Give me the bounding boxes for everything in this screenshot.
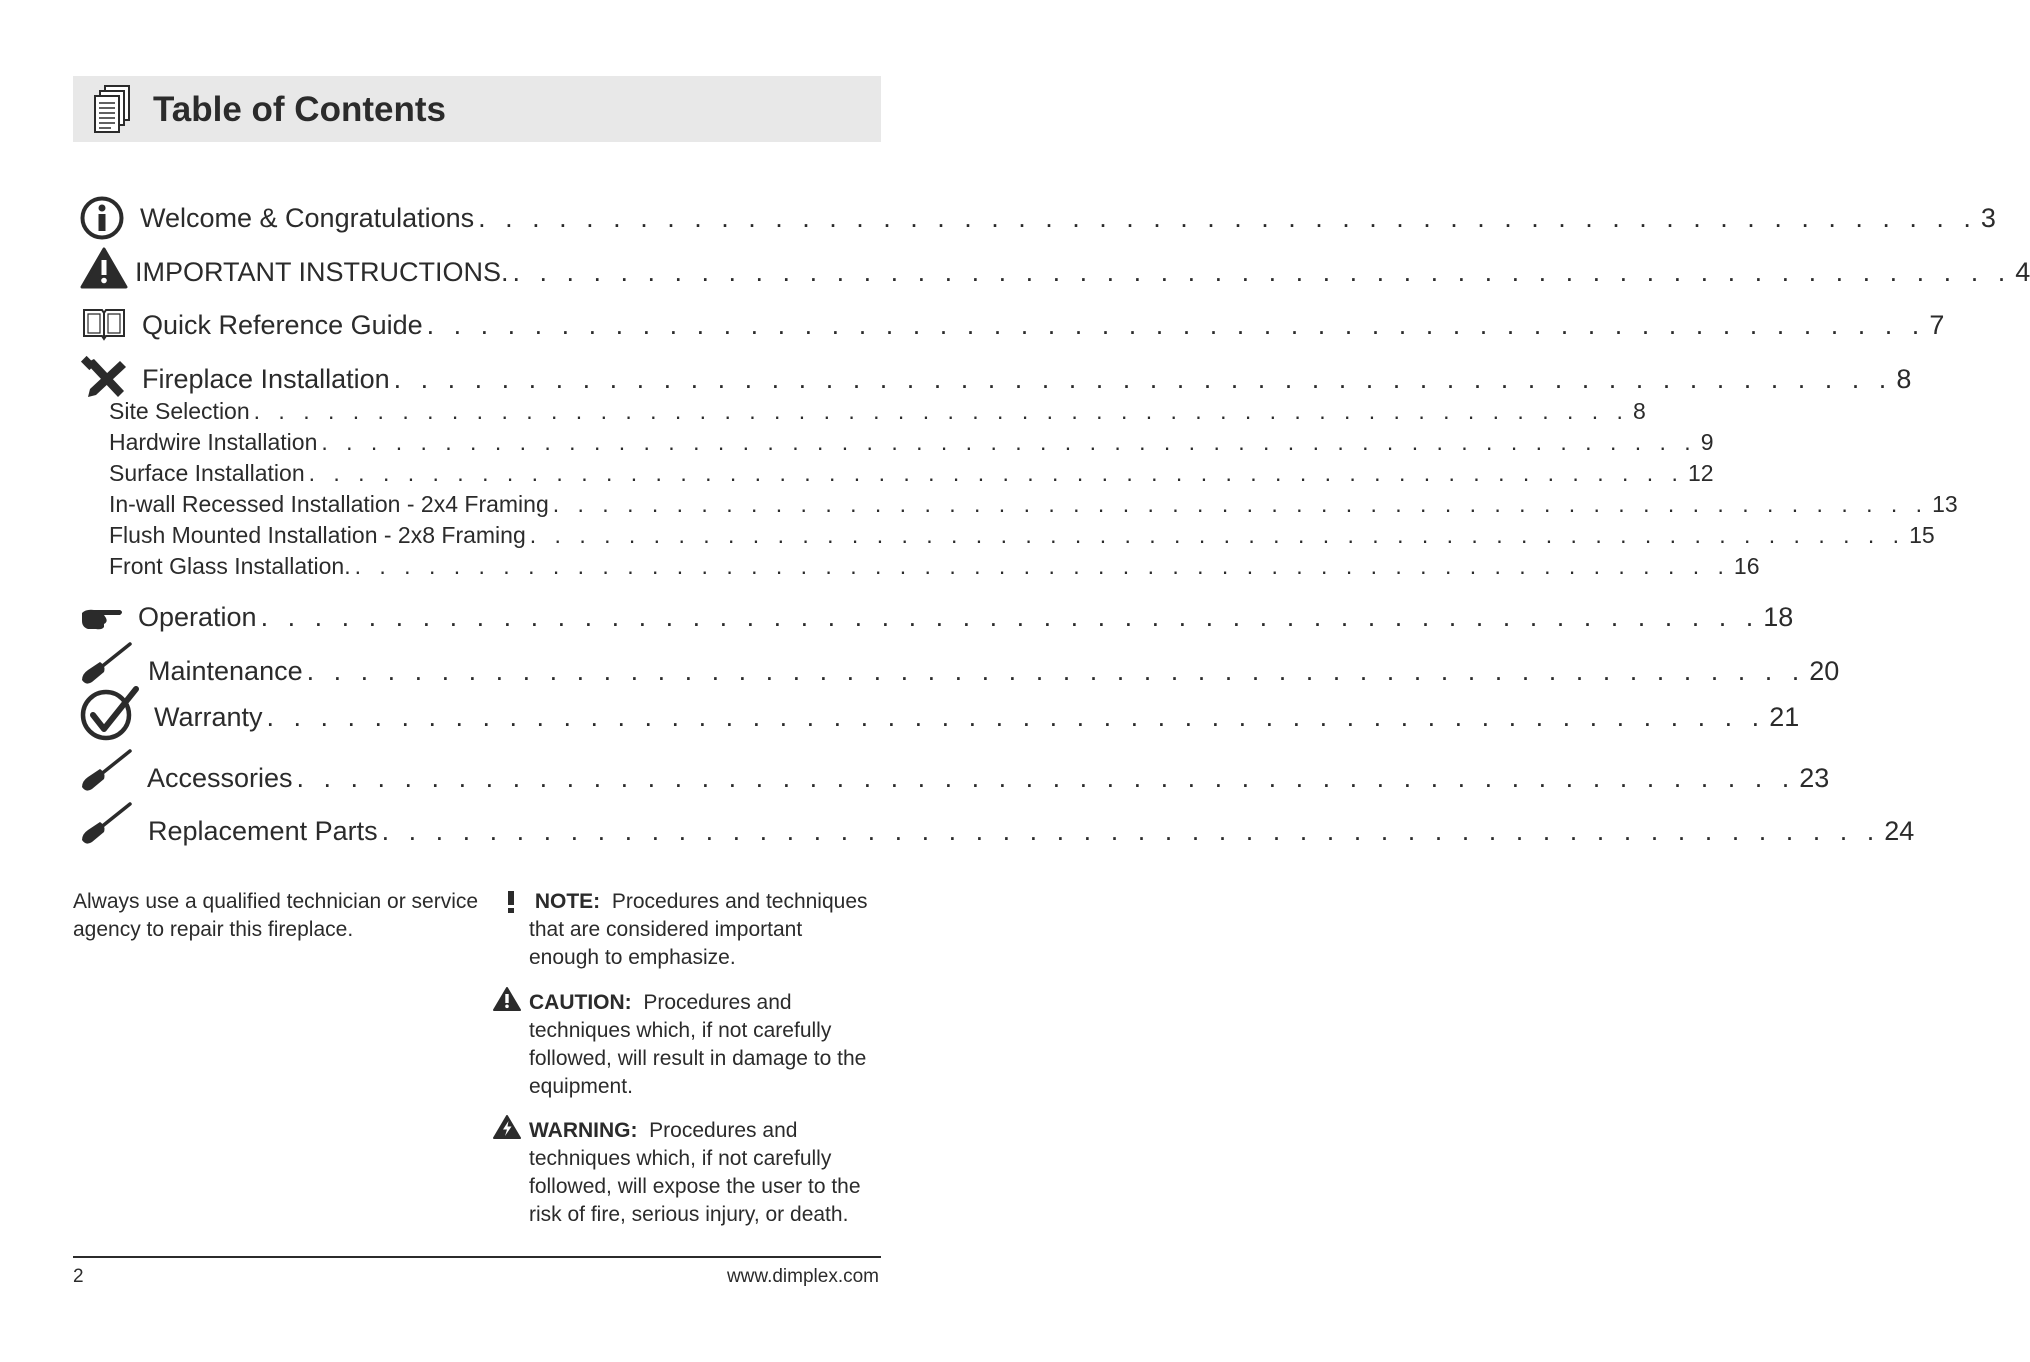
toc-page: 8 bbox=[1632, 398, 1646, 424]
checkmark-icon bbox=[80, 685, 140, 741]
warning-icon bbox=[80, 247, 128, 289]
toc-leader: . . . . . . . . . . . . . . . . . . . . . . . . . . . . . . . . . . . . . . . . . . . . . . . . . . . . . . . . bbox=[306, 656, 1806, 686]
technician-note: Always use a qualified technician or service agency to repair this fireplace. bbox=[73, 890, 479, 941]
toc-label: Quick Reference Guide bbox=[142, 310, 423, 340]
toc-leader: . . . . . . . . . . . . . . . . . . . . . . . . . . . . . . . . . . . . . . . . . . . . . . . . . . . . . . . . bbox=[308, 460, 1684, 486]
toc-leader: . . . . . . . . . . . . . . . . . . . . . . . . . . . . . . . . . . . . . . . . . . . . . . . . . . . . . . . . bbox=[426, 310, 1926, 340]
note-notice bbox=[529, 888, 874, 972]
website-link[interactable]: www.dimplex.com bbox=[726, 1266, 879, 1287]
toc-leader: . . . . . . . . . . . . . . . . . . . . . . . . . . . . . . . . . . . . . . . . . . . . . . . . . . . . . . . . bbox=[512, 257, 2012, 287]
caution-notice bbox=[529, 989, 874, 1101]
page-title: Table of Contents bbox=[153, 90, 446, 129]
toc-entry-operation[interactable] bbox=[138, 602, 1794, 633]
toc-label: Welcome & Congratulations bbox=[140, 203, 475, 233]
toc-subentry-front-glass[interactable] bbox=[109, 553, 1760, 580]
toc-leader: . . . . . . . . . . . . . . . . . . . . . . . . . . . . . . . . . . . . . . . . . . . . . . . . . . . . . . . . bbox=[296, 763, 1796, 793]
info-icon bbox=[80, 196, 124, 240]
toc-page: 8 bbox=[1896, 364, 1912, 394]
toc-label: Warranty bbox=[154, 702, 263, 732]
footer-divider bbox=[73, 1256, 881, 1258]
toc-label: Flush Mounted Installation - 2x8 Framing bbox=[109, 522, 526, 548]
caution-label: CAUTION: bbox=[529, 991, 632, 1014]
toc-leader: . . . . . . . . . . . . . . . . . . . . . . . . . . . . . . . . . . . . . . . . . . . . . . . . . . . . . . . . bbox=[354, 553, 1730, 579]
toc-entry-quick-reference[interactable] bbox=[142, 310, 1945, 341]
warning-notice bbox=[529, 1117, 874, 1229]
toc-entry-important-instructions[interactable] bbox=[135, 257, 2030, 288]
toc-page: 23 bbox=[1799, 763, 1830, 793]
toc-page: 13 bbox=[1932, 491, 1958, 517]
open-book-icon bbox=[80, 306, 128, 342]
toc-page: 15 bbox=[1909, 522, 1935, 548]
toc-page: 18 bbox=[1763, 602, 1794, 632]
screwdriver-icon bbox=[80, 640, 134, 686]
toc-subentry-site-selection[interactable] bbox=[109, 398, 1646, 425]
toc-entry-welcome[interactable] bbox=[140, 203, 1996, 234]
note-label: NOTE: bbox=[534, 890, 601, 913]
screwdriver-icon bbox=[80, 800, 134, 846]
toc-page: 20 bbox=[1809, 656, 1840, 686]
toc-label: Accessories bbox=[147, 763, 293, 793]
toc-label: Surface Installation bbox=[109, 460, 305, 486]
document-stack-icon bbox=[91, 84, 133, 136]
toc-page: 16 bbox=[1733, 553, 1760, 579]
toc-entry-accessories[interactable] bbox=[147, 763, 1830, 794]
toc-subentry-hardwire[interactable] bbox=[109, 429, 1714, 456]
toc-leader: . . . . . . . . . . . . . . . . . . . . . . . . . . . . . . . . . . . . . . . . . . . . . . . . . . . . . . . . bbox=[529, 522, 1906, 548]
toc-entry-maintenance[interactable] bbox=[148, 656, 1840, 687]
lightning-triangle-icon bbox=[492, 1114, 522, 1140]
toc-label: Operation bbox=[138, 602, 257, 632]
toc-page: 21 bbox=[1769, 702, 1800, 732]
toc-page: 12 bbox=[1687, 460, 1714, 486]
toc-entry-warranty[interactable] bbox=[154, 702, 1800, 733]
caution-text: Procedures and techniques which, if not carefully followed, will result in damage to the equipment. bbox=[529, 991, 867, 1098]
toc-label: IMPORTANT INSTRUCTIONS. bbox=[135, 257, 509, 287]
toc-leader: . . . . . . . . . . . . . . . . . . . . . . . . . . . . . . . . . . . . . . . . . . . . . . . . . . . . . . . . bbox=[266, 702, 1766, 732]
toc-label: Maintenance bbox=[148, 656, 303, 686]
toc-entry-replacement-parts[interactable] bbox=[148, 816, 1915, 847]
page-number: 2 bbox=[73, 1266, 84, 1287]
toc-leader: . . . . . . . . . . . . . . . . . . . . . . . . . . . . . . . . . . . . . . . . . . . . . . . . . . . . . . . . bbox=[253, 398, 1629, 424]
toc-label: Hardwire Installation bbox=[109, 429, 318, 455]
warning-text: Procedures and techniques which, if not carefully followed, will expose the user to the risk of fire, serious injury, or death. bbox=[529, 1119, 861, 1226]
toc-label: Fireplace Installation bbox=[142, 364, 390, 394]
pointing-hand-icon bbox=[80, 605, 124, 633]
toc-subentry-in-wall-recessed[interactable] bbox=[109, 491, 1958, 518]
toc-leader: . . . . . . . . . . . . . . . . . . . . . . . . . . . . . . . . . . . . . . . . . . . . . . . . . . . . . . . . bbox=[321, 429, 1697, 455]
toc-page: 9 bbox=[1700, 429, 1714, 455]
exclamation-icon bbox=[503, 890, 519, 914]
toc-page: 24 bbox=[1884, 816, 1915, 846]
toc-leader: . . . . . . . . . . . . . . . . . . . . . . . . . . . . . . . . . . . . . . . . . . . . . . . . . . . . . . . . bbox=[552, 491, 1929, 517]
toc-entry-fireplace-installation[interactable] bbox=[142, 364, 1912, 395]
toc-page: 3 bbox=[1980, 203, 1996, 233]
toc-label: In-wall Recessed Installation - 2x4 Framing bbox=[109, 491, 549, 517]
toc-page: 4 bbox=[2015, 257, 2030, 287]
warning-label: WARNING: bbox=[529, 1119, 638, 1142]
screwdriver-icon bbox=[80, 747, 134, 793]
tools-icon bbox=[80, 357, 128, 399]
toc-leader: . . . . . . . . . . . . . . . . . . . . . . . . . . . . . . . . . . . . . . . . . . . . . . . . . . . . . . . . bbox=[478, 203, 1977, 233]
toc-label: Replacement Parts bbox=[148, 816, 378, 846]
caution-triangle-icon bbox=[492, 986, 522, 1012]
toc-leader: . . . . . . . . . . . . . . . . . . . . . . . . . . . . . . . . . . . . . . . . . . . . . . . . . . . . . . . . bbox=[381, 816, 1881, 846]
toc-leader: . . . . . . . . . . . . . . . . . . . . . . . . . . . . . . . . . . . . . . . . . . . . . . . . . . . . . . . . bbox=[393, 364, 1893, 394]
note-text: Procedures and techniques that are considered important enough to emphasize. bbox=[529, 890, 868, 969]
toc-leader: . . . . . . . . . . . . . . . . . . . . . . . . . . . . . . . . . . . . . . . . . . . . . . . . . . . . . . . . bbox=[260, 602, 1760, 632]
title-bar bbox=[73, 76, 881, 142]
toc-page: 7 bbox=[1929, 310, 1945, 340]
toc-label: Site Selection bbox=[109, 398, 250, 424]
toc-label: Front Glass Installation. bbox=[109, 553, 351, 579]
toc-subentry-flush-mounted[interactable] bbox=[109, 522, 1935, 549]
toc-subentry-surface[interactable] bbox=[109, 460, 1714, 487]
